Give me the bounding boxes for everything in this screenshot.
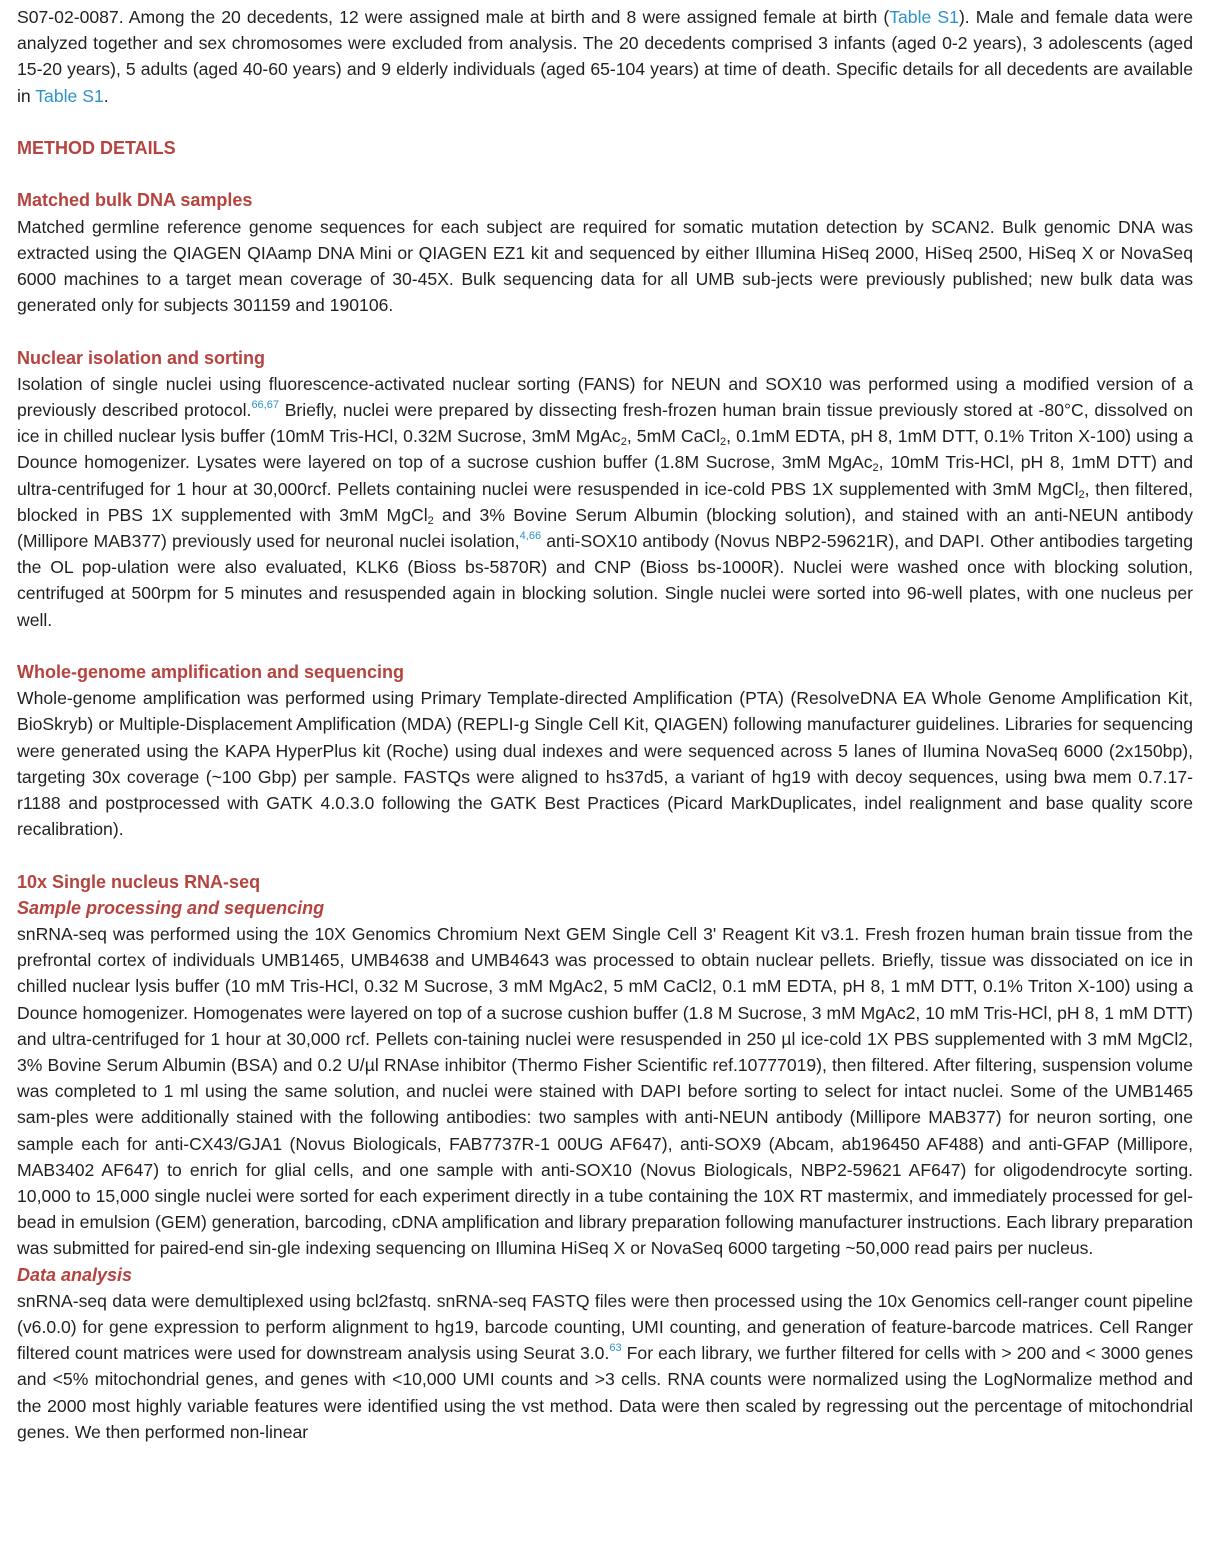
table-s1-link[interactable]: Table S1 <box>889 7 959 27</box>
intro-text-a: S07-02-0087. Among the 20 decedents, 12 were assigned male at birth and 8 were assigned female at birth ( <box>17 7 890 27</box>
paper-page <box>17 4 1193 1445</box>
sample-processing-heading: Sample processing and sequencing <box>17 897 325 918</box>
nuclear-text-4: , 0.1mM EDTA, pH 8, 1mM DTT, 0.1% Triton X-100) using a Dounce homogenizer. Lysates were layered on top of a sucrose cushion buffer (1.8M Sucrose, 3mM MgAc <box>17 426 1193 473</box>
nuclear-text-3: , 5mM CaCl <box>626 426 721 447</box>
analysis-text-2: For each library, we further filtered for cells with > 200 and < 3000 genes and <5% mitochondrial genes, and genes with <10,000 UMI counts and >3 cells. RNA counts were normalized using the LogNormalize method and the 2000 most highly variable features were identified using the vst method. Data were then scaled by regressing out the percentage of mitochondrial genes. We then performed non-linear <box>17 1343 1194 1442</box>
nuclear-text-8: anti-SOX10 antibody (Novus NBP2-59621R), and DAPI. Other antibodies targeting the OL pop-ulation were also evaluated, KLK6 (Bioss bs-5870R) and CNP (Bioss bs-1000R). Nuclei were washed once with blocking solution, centrifuged at 500rpm for 5 minutes and resuspended again in blocking solution. Single nuclei were sorted into 96-well plates, with one nucleus per well. <box>17 531 1193 630</box>
bulk-dna-paragraph: Matched germline reference genome sequences for each subject are required for somatic mutation detection by SCAN2. Bulk genomic DNA was extracted using the QIAGEN QIAamp DNA Mini or QIAGEN EZ1 kit and sequenced by either Illumina HiSeq 2000, HiSeq 2500, HiSeq X or NovaSeq 6000 machines to a target mean coverage of 30-45X. Bulk sequencing data for all UMB sub-jects were previously published; new bulk data was generated only for subjects 301159 and 190106. <box>17 216 1193 316</box>
data-analysis-paragraph <box>17 1288 1193 1445</box>
citation-66-67[interactable]: 66,67 <box>251 398 279 411</box>
intro-text-c: . <box>103 85 109 106</box>
nuclear-text-1: Isolation of single nuclei using fluorescence-activated nuclear sorting (FANS) for NEUN and SOX10 was performed using a modified version of a previously described protocol. <box>17 373 1193 420</box>
wga-heading: Whole-genome amplification and sequencing <box>17 662 405 683</box>
subscript: 2 <box>720 435 727 448</box>
analysis-text-1: snRNA-seq data were demultiplexed using bcl2fastq. snRNA-seq FASTQ files were then processed using the 10x Genomics cell-ranger count pipeline (v6.0.0) for gene expression to perform alignment to hg19, barcode counting, UMI counting, and generation of feature-barcode matrices. Cell Ranger filtered count matrices were used for downstream analysis using Seurat 3.0. <box>17 1290 1193 1364</box>
nuclear-isolation-paragraph <box>17 371 1193 633</box>
method-details-heading: METHOD DETAILS <box>17 138 176 158</box>
intro-text-b: ). Male and female data were analyzed together and sex chromosomes were excluded from analysis. The 20 decedents comprised 3 infants (aged 0-2 years), 3 adolescents (aged 15-20 years), 5 adults (aged 40-60 years) and 9 elderly individuals (aged 65-104 years) at time of death. Specific details for all decedents are available in <box>17 7 1193 106</box>
nuclear-text-7: and 3% Bovine Serum Albumin (blocking solution), and stained with an anti-NEUN antibody (Millipore MAB377) previously used for neuronal nuclei isolation, <box>17 504 1193 552</box>
subscript: 2 <box>1078 488 1085 501</box>
bulk-dna-heading: Matched bulk DNA samples <box>17 190 253 211</box>
intro-paragraph <box>17 4 1193 109</box>
nuclear-text-2: Briefly, nuclei were prepared by dissecting fresh-frozen human brain tissue previously stored at -80°C, dissolved on ice in chilled nuclear lysis buffer (10mM Tris-HCl, 0.32M Sucrose, 3mM MgAc <box>17 400 1193 447</box>
citation-4-66[interactable]: 4,66 <box>519 529 542 542</box>
table-s1-link-2[interactable]: Table S1 <box>35 85 104 106</box>
wga-paragraph: Whole-genome amplification was performed using Primary Template-directed Amplification (PTA) (ResolveDNA EA Whole Genome Amplification Kit, BioSkryb) or Multiple-Displacement Amplification (MDA) (REPLI-g Single Cell Kit, QIAGEN) following manufacturer guidelines. Libraries for sequencing were generated using the KAPA HyperPlus kit (Roche) using dual indexes and were sequenced across 5 lanes of Ilumina NovaSeq 6000 (2x150bp), targeting 30x coverage (~100 Gbp) per sample. FASTQs were aligned to hs37d5, a variant of hg19 with decoy sequences, using bwa mem 0.7.17-r1188 and postprocessed with GATK 4.0.3.0 following the GATK Best Practices (Picard MarkDuplicates, indel realignment and base quality score recalibration). <box>17 688 1193 840</box>
nuclear-text-5: , 10mM Tris-HCl, pH 8, 1mM DTT) and ultra-centrifuged for 1 hour at 30,000rcf. Pellets containing nuclei were resuspended in ice-cold PBS 1X supplemented with 3mM MgCl <box>17 452 1193 499</box>
nuclear-isolation-heading: Nuclear isolation and sorting <box>17 347 266 368</box>
nuclear-text-6: , then filtered, blocked in PBS 1X supplemented with 3mM MgCl <box>17 478 1193 525</box>
citation-63[interactable]: 63 <box>609 1342 622 1355</box>
data-analysis-heading: Data analysis <box>17 1264 133 1285</box>
subscript: 2 <box>427 514 434 527</box>
snrna-heading: 10x Single nucleus RNA-seq <box>17 871 261 892</box>
subscript: 2 <box>872 462 879 475</box>
sample-processing-paragraph: snRNA-seq was performed using the 10X Genomics Chromium Next GEM Single Cell 3' Reagent Kit v3.1. Fresh frozen human brain tissue from the prefrontal cortex of individuals UMB1465, UMB4638 and UMB4643 was processed to obtain nuclear pellets. Briefly, tissue was dissociated on ice in chilled nuclear lysis buffer (10 mM Tris-HCl, 0.32 M Sucrose, 3 mM MgAc2, 5 mM CaCl2, 0.1 mM EDTA, pH 8, 1 mM DTT, 0.1% Triton X-100) using a Dounce homogenizer. Homogenates were layered on top of a sucrose cushion buffer (1.8 M Sucrose, 3 mM MgAc2, 10 mM Tris-HCl, pH 8, 1 mM DTT) and ultra-centrifuged for 1 hour at 30,000 rcf. Pellets con-taining nuclei were resuspended in 250 µl ice-cold 1X PBS supplemented with 3 mM MgCl2, 3% Bovine Serum Albumin (BSA) and 0.2 U/µl RNAse inhibitor (Thermo Fisher Scientific ref.10777019), then filtered. After filtering, suspension volume was completed to 1 ml using the same solution, and nuclei were stained with DAPI before sorting to select for intact nuclei. Some of the UMB1465 sam-ples were additionally stained with the following antibodies: two samples with anti-NEUN antibody (Millipore MAB377) for neuron sorting, one sample each for anti-CX43/GJA1 (Novus Biologicals, FAB7737R-1 00UG AF647), anti-SOX9 (Abcam, ab196450 AF488) and anti-GFAP (Millipore, MAB3402 AF647) to enrich for glial cells, and one sample with anti-SOX10 (Novus Biologicals, NBP2-59621 AF647) for oligodendrocyte sorting. 10,000 to 15,000 single nuclei were sorted for each experiment directly in a tube containing the 10X RT mastermix, and immediately processed for gel-bead in emulsion (GEM) generation, barcoding, cDNA amplification and library preparation following manufacturer instructions. Each library preparation was submitted for paired-end sin-gle indexing sequencing on Illumina HiSeq X or NovaSeq 6000 targeting ~50,000 read pairs per nucleus. <box>17 924 1194 1259</box>
subscript: 2 <box>620 435 627 448</box>
